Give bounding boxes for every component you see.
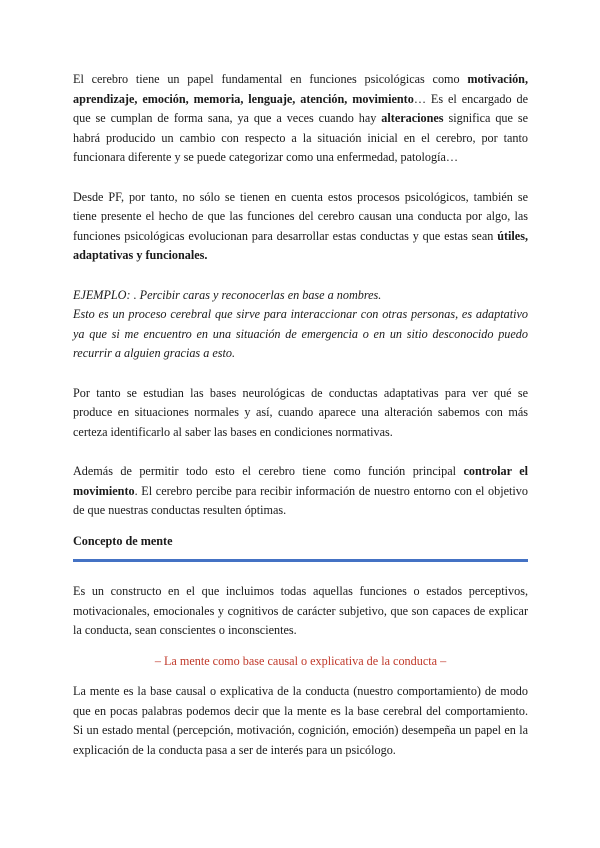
paragraph-movement (73, 462, 528, 521)
example-line-2: Esto es un proceso cerebral que sirve para interaccionar con otras personas, es adaptativo ya que si me encuentro en una situación de emergencia o en un sitio desconocido puedo recurrir a alguien gracias a esto. (73, 307, 528, 360)
spacer (73, 641, 528, 652)
paragraph-definition: Es un constructo en el que incluimos todas aquellas funciones o estados perceptivos, motivacionales, emocionales y cognitivos de carácter subjetivo, que son capaces de explicar la conducta, sean conscientes o inconscientes. (73, 584, 528, 637)
bold-alteraciones: alteraciones (381, 111, 444, 125)
example-line-1: EJEMPLO: . Percibir caras y reconocerlas en base a nombres. (73, 287, 382, 302)
paragraph-neuro-bases: Por tanto se estudian las bases neurológicas de conductas adaptativas para ver qué se produce en situaciones normales y así, cuando aparece una alteración sabemos con más certeza identificarlo al saber las bases en condiciones normativas. (73, 385, 528, 439)
text-run: El cerebro tiene un papel fundamental en funciones psicológicas como (73, 72, 468, 86)
text-run: . El cerebro percibe para recibir información de nuestro entorno con el objetivo de que nuestras conductas resulten óptimas. (73, 483, 528, 517)
spacer (73, 266, 528, 286)
document-page (73, 70, 528, 760)
bold-useful-adaptive: útiles, adaptativas y funcionales. (73, 228, 528, 262)
paragraph-pf (73, 188, 528, 266)
text-run: Además de permitir todo esto el cerebro tiene como función principal (73, 464, 464, 478)
spacer (73, 671, 528, 682)
example-block (73, 286, 528, 364)
text-run: Desde PF, por tanto, no sólo se tienen en cuenta estos procesos psicológicos, también se tiene presente el hecho de que las funciones del cerebro causan una conducta por algo, las funciones psicológicas evolucionan para desarrollar estas conductas y que estas sean (73, 189, 528, 243)
spacer (73, 364, 528, 384)
spacer (73, 521, 528, 532)
bold-functions-list: motivación, aprendizaje, emoción, memoria, lenguaje, atención, movimiento (73, 72, 528, 106)
subtitle-mind-causal: – La mente como base causal o explicativa de la conducta – (154, 653, 447, 668)
paragraph-closing: La mente es la base causal o explicativa de la conducta (nuestro comportamiento) de modo que en pocas palabras podemos decir que la mente es la base cerebral del comportamiento. Si un estado mental (percepción, motivación, cognición, emoción) desempeña un papel en la explicación de la conducta pasa a ser de interés para un psicólogo. (73, 684, 528, 757)
section-heading: Concepto de mente (73, 533, 173, 548)
paragraph-brain-functions (73, 70, 528, 168)
spacer (73, 562, 528, 582)
text-run: significa que se habrá producido un cambio con respecto a la situación inicial en el cerebro, por tanto funcionara diferente y se puede categorizar como una enfermedad, patología… (73, 111, 528, 164)
bold-movement: controlar el movimiento (73, 464, 528, 498)
text-run: … Es el encargado de que se cumplan de forma sana, ya que a veces cuando hay (73, 91, 528, 125)
spacer (73, 168, 528, 188)
spacer (73, 442, 528, 462)
